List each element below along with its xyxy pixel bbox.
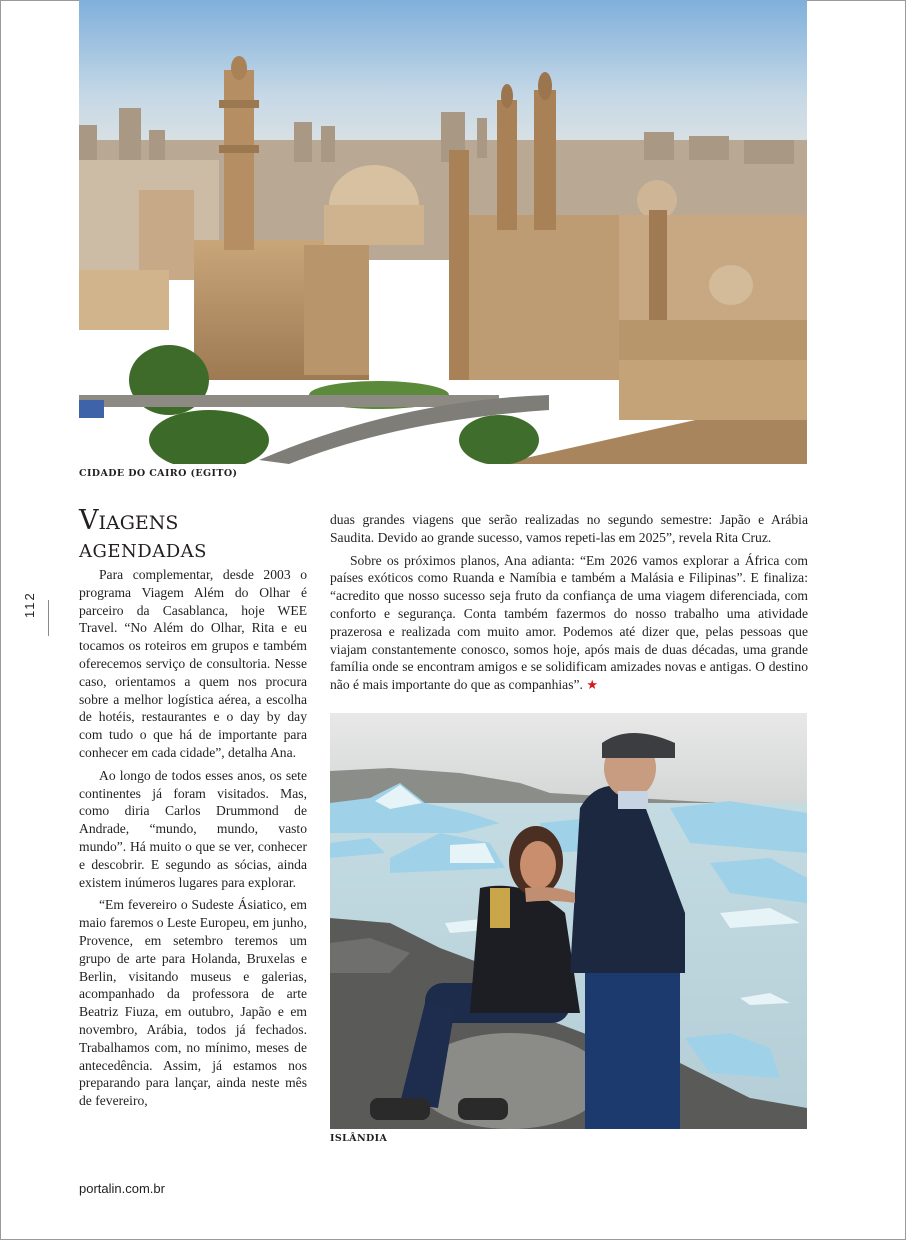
- bottom-photo-caption: ISLÂNDIA: [330, 1133, 388, 1144]
- page-number-rule: [48, 600, 49, 636]
- paragraph: duas grandes viagens que serão realizadas no segundo semestre: Japão e Arábia Saudita. Devido ao grande sucesso, vamos repeti-las em 2025”, revela Rita Cruz.: [330, 512, 808, 545]
- article-heading: [79, 506, 309, 564]
- paragraph: Para complementar, desde 2003 o programa Viagem Além do Olhar é parceiro da Casablanca, hoje WEE Travel. “No Além do Olhar, Rita e eu tocamos os roteiros em grupos e também oferecemos serviço de consultoria. Nesse caso, orientamos a quem nos procura sobre a melhor logística aérea, a escolha de hotéis, restaurantes e o day by day com tudo o que há de importante para conhecer em cada cidade”, detalha Ana.: [79, 567, 307, 760]
- end-star-icon: ★: [586, 677, 598, 693]
- right-column: [330, 511, 808, 699]
- left-column: [79, 566, 307, 1115]
- site-url: portalin.com.br: [79, 1181, 165, 1196]
- iceland-photo: [330, 713, 807, 1129]
- paragraph-text: Sobre os próximos planos, Ana adianta: “Em 2026 vamos explorar a África com países exóticos como Ruanda e Namíbia e também a Malásia e Filipinas”. E finaliza: “acredito que nosso sucesso seja fruto da confiança de uma viagem diferenciada, com conforto e segurança. Conta também fazermos do nosso trabalho uma atividade prazerosa e realizada com muito amor. Podemos até dizer que, pelas pessoas que viajam constantemente conosco, somos hoje, após mais de duas décadas, uma grande família onde se encontram amigos e se solidificam amizades novas e antigas. O destino não é mais importante do que as companhias”.: [330, 552, 808, 693]
- top-photo-caption: CIDADE DO CAIRO (EGITO): [79, 468, 238, 479]
- heading-line-1: Viagens: [79, 505, 179, 536]
- heading-line-2: agendadas: [79, 534, 207, 564]
- cairo-photo: [79, 0, 807, 464]
- page-number: 112: [22, 591, 37, 618]
- paragraph: [330, 552, 808, 694]
- paragraph: Ao longo de todos esses anos, os sete continentes já foram visitados. Mas, como diria Carlos Drummond de Andrade, “mundo, mundo, vasto mundo”. Há muito o que se ver, conhecer e descobrir. E segundo as sócias, ainda existem inúmeros lugares para explorar.: [79, 767, 307, 890]
- paragraph: “Em fevereiro o Sudeste Ásiatico, em maio faremos o Leste Europeu, em junho, Provence, em setembro teremos um grupo de arte para Holanda, Bruxelas e Berlin, visitando museus e galerias, acompanhado da professora de arte Beatriz Fiuza, em outubro, Japão e em novembro, Arábia, todos já fechados. Trabalhamos com, no mínimo, meses de antecedência. Assim, já estamos nos preparando para lançar, ainda neste mês de fevereiro,: [79, 897, 308, 1109]
